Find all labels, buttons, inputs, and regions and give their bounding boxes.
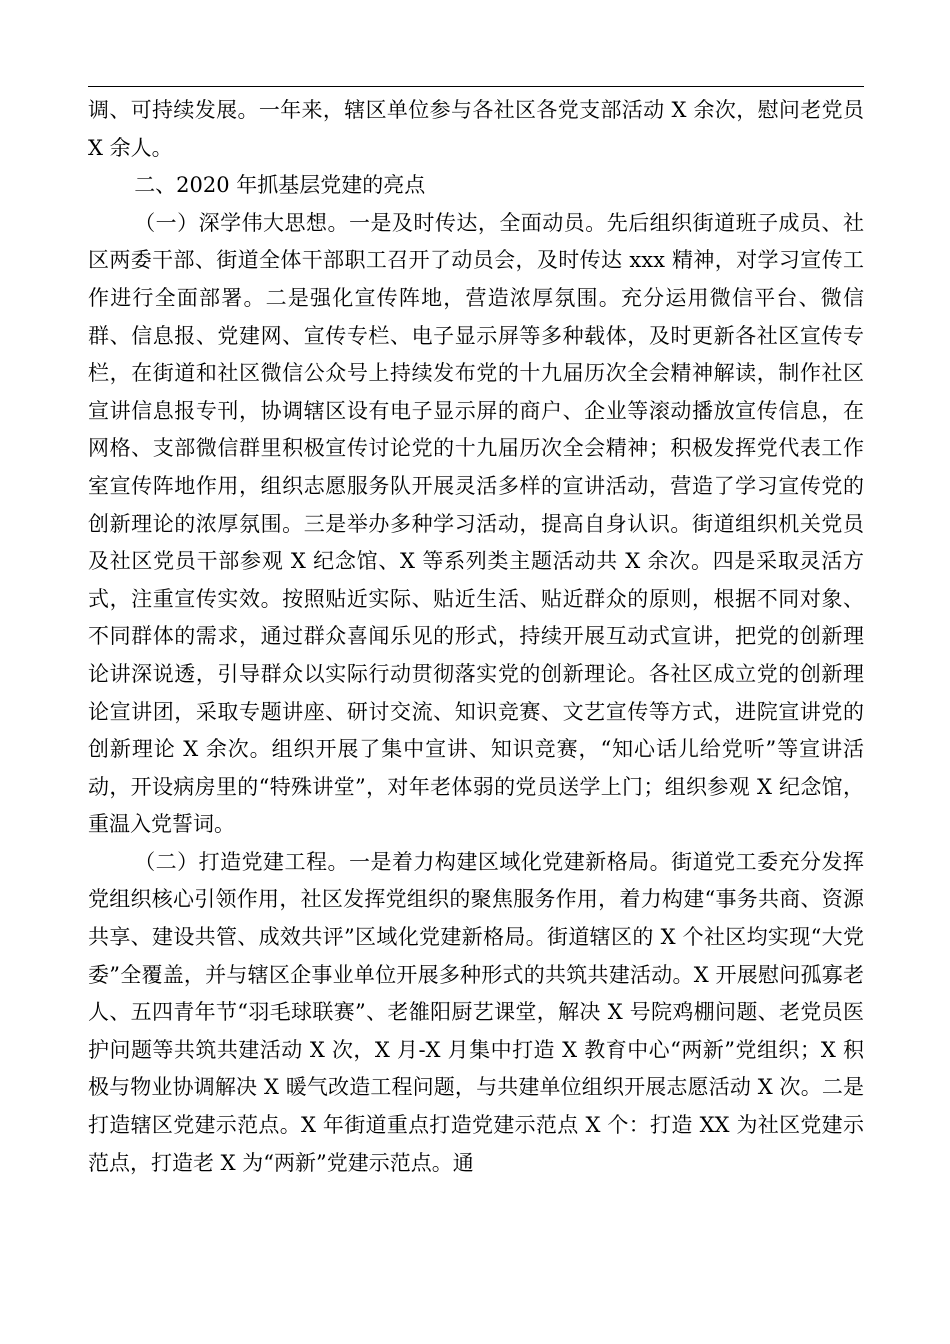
paragraph-party-building-project: （二）打造党建工程。一是着力构建区域化党建新格局。街道党工委充分发挥党组织核心引领作用，社区发挥党组织的聚焦服务作用，着力构建“事务共商、资源共享、建设共管、成效共评”区域化党建新格局。街道辖区的 X 个社区均实现“大党委”全覆盖，并与辖区企事业单位开展多种形式的共筑共建活动。X 开展慰问孤寡老人、五四青年节“羽毛球联赛”、老雒阳厨艺课堂，解决 X 号院鸡棚问题、老党员医护问题等共筑共建活动 X 次，X 月-X 月集中打造 X 教育中心“两新”党组织；X 积极与物业协调解决 X 暖气改造工程问题，与共建单位组织开展志愿活动 X 次。二是打造辖区党建示范点。X 年街道重点打造党建示范点 X 个：打造 XX 为社区党建示范点，打造老 X 为“两新”党建示范点。通	[88, 849, 864, 1175]
continuation-paragraph: 调、可持续发展。一年来，辖区单位参与各社区各党支部活动 X 余次，慰问老党员 X 余人。	[88, 98, 864, 160]
header-rule	[88, 86, 864, 87]
paragraph-deep-study: （一）深学伟大思想。一是及时传达，全面动员。先后组织街道班子成员、社区两委干部、街道全体干部职工召开了动员会，及时传达 xxx 精神，对学习宣传工作进行全面部署。二是强化宣传阵地，营造浓厚氛围。充分运用微信平台、微信群、信息报、党建网、宣传专栏、电子显示屏等多种载体，及时更新各社区宣传专栏，在街道和社区微信公众号上持续发布党的十九届历次全会精神解读，制作社区宣讲信息报专刊，协调辖区设有电子显示屏的商户、企业等滚动播放宣传信息，在网格、支部微信群里积极宣传讨论党的十九届历次全会精神；积极发挥党代表工作室宣传阵地作用，组织志愿服务队开展灵活多样的宣讲活动，营造了学习宣传党的创新理论的浓厚氛围。三是举办多种学习活动，提高自身认识。街道组织机关党员及社区党员干部参观 X 纪念馆、X 等系列类主题活动共 X 余次。四是采取灵活方式，注重宣传实效。按照贴近实际、贴近生活、贴近群众的原则，根据不同对象、不同群体的需求，通过群众喜闻乐见的形式，持续开展互动式宣讲，把党的创新理论讲深说透，引导群众以实际行动贯彻落实党的创新理论。各社区成立党的创新理论宣讲团，采取专题讲座、研讨交流、知识竞赛、文艺宣传等方式，进院宣讲党的创新理论 X 余次。组织开展了集中宣讲、知识竞赛，“知心话儿给党听”等宣讲活动，开设病房里的“特殊讲堂”，对年老体弱的党员送学上门；组织参观 X 纪念馆，重温入党誓词。	[88, 210, 864, 837]
section-heading: 二、2020 年抓基层党建的亮点	[134, 173, 426, 198]
body-text	[88, 92, 864, 1182]
